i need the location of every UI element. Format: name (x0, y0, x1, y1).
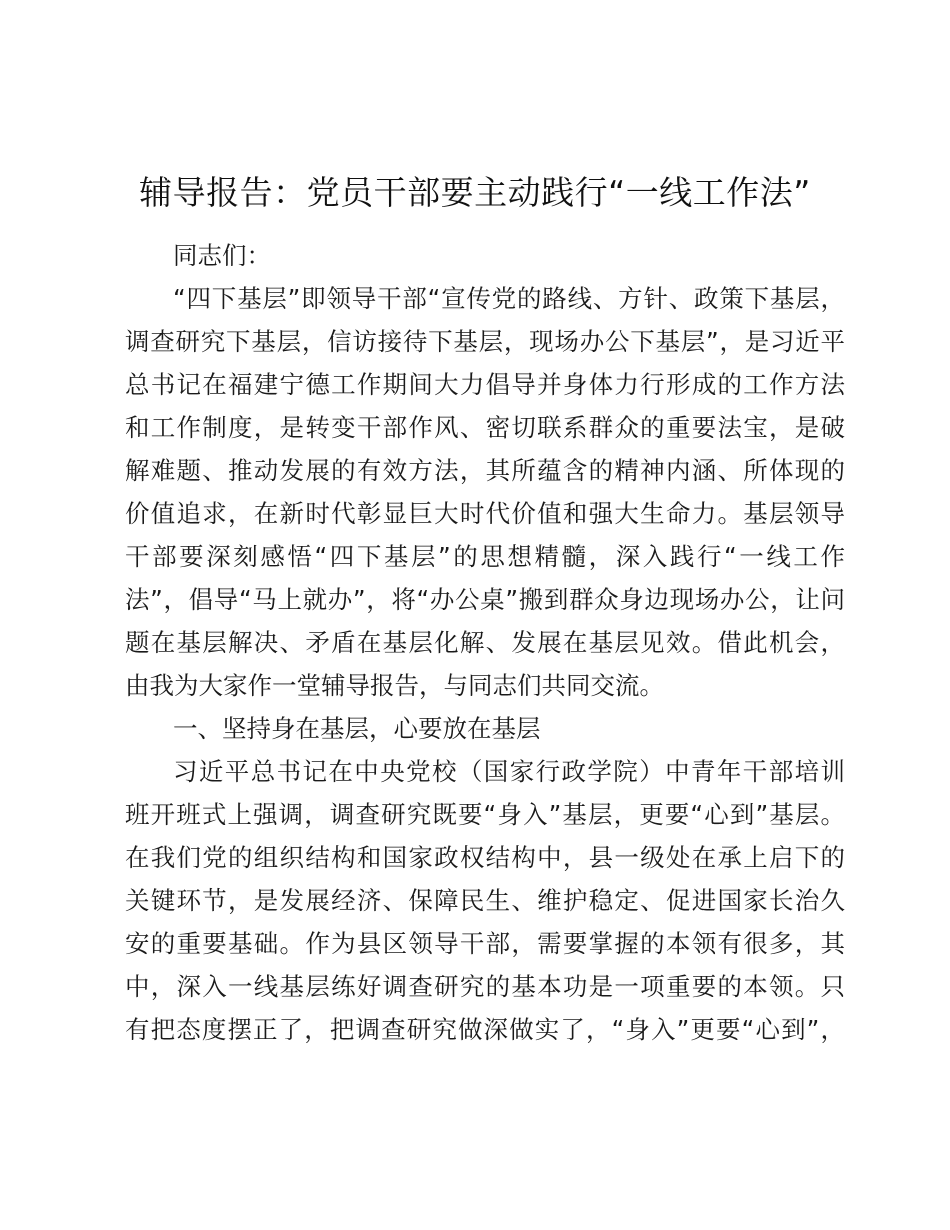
paragraph-line: 在我们党的组织结构和国家政权结构中，县一级处在承上启下的 (125, 843, 845, 872)
paragraph-line: 法”，倡导“马上就办”，将“办公桌”搬到群众身边现场办公，让问 (125, 585, 845, 614)
paragraph-line: 班开班式上强调，调查研究既要“身入”基层，更要“心到”基层。 (125, 800, 845, 829)
salutation: 同志们： (173, 241, 271, 270)
document-body (125, 234, 845, 1051)
document-title: 辅导报告：党员干部要主动践行“一线工作法” (139, 173, 811, 212)
paragraph-line: 解难题、推动发展的有效方法，其所蕴含的精神内涵、所体现的 (125, 456, 845, 485)
paragraph-line: 关键环节，是发展经济、保障民生、维护稳定、促进国家长治久 (125, 886, 845, 915)
section-heading: 一、坚持身在基层，心要放在基层 (173, 714, 541, 743)
paragraph-line: 有把态度摆正了，把调查研究做深做实了，“身入”更要“心到”， (125, 1015, 845, 1044)
paragraph-line: 题在基层解决、矛盾在基层化解、发展在基层见效。借此机会， (125, 628, 845, 657)
paragraph-line: “四下基层”即领导干部“宣传党的路线、方针、政策下基层， (173, 284, 845, 313)
paragraph-2 (125, 750, 845, 1051)
paragraph-line: 安的重要基础。作为县区领导干部，需要掌握的本领有很多，其 (125, 929, 845, 958)
paragraph-line: 由我为大家作一堂辅导报告，与同志们共同交流。 (125, 671, 664, 700)
paragraph-line: 总书记在福建宁德工作期间大力倡导并身体力行形成的工作方法 (125, 370, 845, 399)
paragraph-line: 调查研究下基层，信访接待下基层，现场办公下基层”，是习近平 (125, 327, 845, 356)
paragraph-line: 和工作制度，是转变干部作风、密切联系群众的重要法宝，是破 (125, 413, 845, 442)
paragraph-line: 习近平总书记在中央党校（国家行政学院）中青年干部培训 (173, 757, 845, 786)
paragraph-line: 中，深入一线基层练好调查研究的基本功是一项重要的本领。只 (125, 972, 845, 1001)
paragraph-1 (125, 277, 845, 707)
paragraph-line: 价值追求，在新时代彰显巨大时代价值和强大生命力。基层领导 (125, 499, 845, 528)
paragraph-line: 干部要深刻感悟“四下基层”的思想精髓，深入践行“一线工作 (125, 542, 845, 571)
